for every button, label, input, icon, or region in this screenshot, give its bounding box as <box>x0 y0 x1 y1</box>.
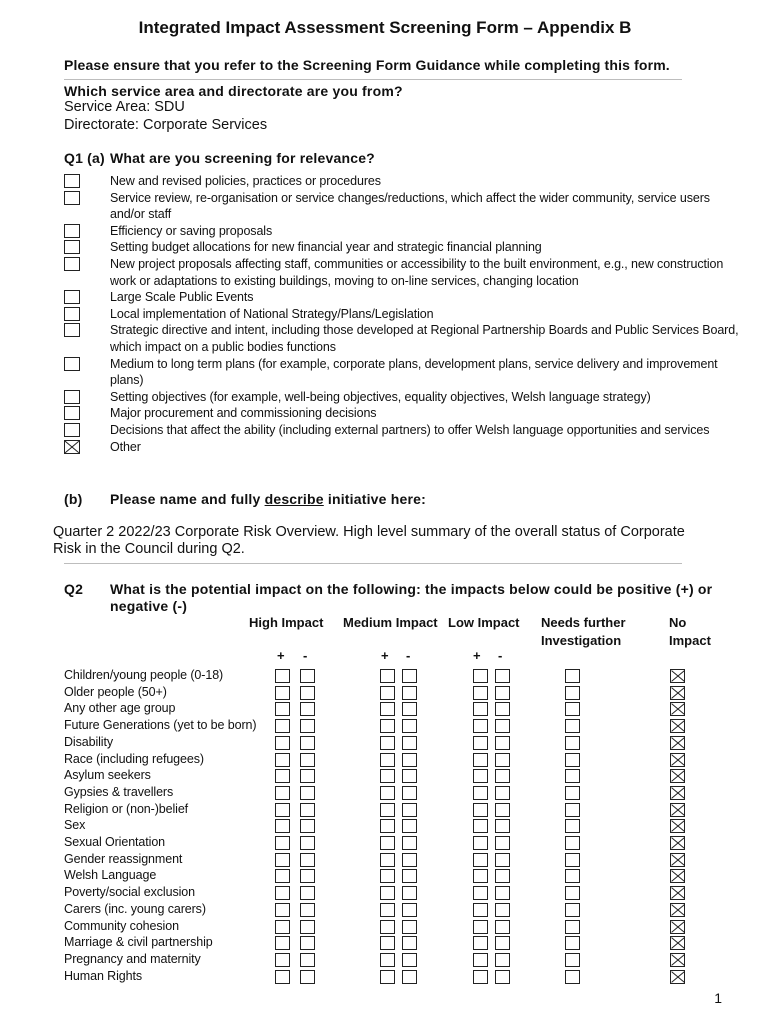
impact-checkbox-hp[interactable] <box>275 853 290 867</box>
col-low-impact: Low Impact <box>448 615 520 630</box>
impact-checkbox-lp[interactable] <box>473 686 488 700</box>
impact-checkbox-hm[interactable] <box>300 970 315 984</box>
q1a-option <box>64 322 744 355</box>
impact-checkbox-lp[interactable] <box>473 803 488 817</box>
q1a-option-label: Setting budget allocations for new financial year and strategic financial planning <box>110 240 542 255</box>
impact-group-label: Sex <box>64 818 86 833</box>
impact-checkbox-mp[interactable] <box>380 836 395 850</box>
impact-checkbox-lp[interactable] <box>473 719 488 733</box>
directorate-value: Directorate: Corporate Services <box>64 117 268 133</box>
q2-number: Q2 <box>64 581 84 597</box>
impact-checkbox-lm[interactable] <box>495 970 510 984</box>
impact-checkbox-mp[interactable] <box>380 953 395 967</box>
impact-checkbox-mm[interactable] <box>402 869 417 883</box>
impact-checkbox-hp[interactable] <box>275 970 290 984</box>
impact-checkbox-hm[interactable] <box>300 920 315 934</box>
impact-checkbox-nf[interactable] <box>565 736 580 750</box>
impact-checkbox-mm[interactable] <box>402 836 417 850</box>
q1a-option <box>64 239 744 256</box>
impact-checkbox-mp[interactable] <box>380 853 395 867</box>
impact-checkbox-ni-checked[interactable] <box>670 786 685 800</box>
checkbox-checked[interactable] <box>64 440 80 454</box>
impact-checkbox-ni-checked[interactable] <box>670 886 685 900</box>
service-area-value: Service Area: SDU <box>64 99 185 115</box>
impact-checkbox-hm[interactable] <box>300 736 315 750</box>
impact-checkbox-hp[interactable] <box>275 803 290 817</box>
impact-checkbox-nf[interactable] <box>565 786 580 800</box>
q1b-question-post: initiative here: <box>323 491 426 507</box>
impact-group-label: Sexual Orientation <box>64 835 166 849</box>
impact-checkbox-hp[interactable] <box>275 686 290 700</box>
impact-checkbox-lm[interactable] <box>495 920 510 934</box>
impact-checkbox-mm[interactable] <box>402 819 417 833</box>
q1b-number: (b) <box>64 491 83 507</box>
impact-checkbox-mp[interactable] <box>380 702 395 716</box>
impact-checkbox-hp[interactable] <box>275 669 290 683</box>
checkbox[interactable] <box>64 406 80 420</box>
impact-group-label: Welsh Language <box>64 868 157 883</box>
impact-checkbox-lm[interactable] <box>495 836 510 850</box>
impact-checkbox-lp[interactable] <box>473 886 488 900</box>
impact-group-label: Community cohesion <box>64 918 179 933</box>
impact-checkbox-nf[interactable] <box>565 920 580 934</box>
impact-checkbox-nf[interactable] <box>565 753 580 767</box>
impact-checkbox-ni-checked[interactable] <box>670 819 685 833</box>
impact-checkbox-hp[interactable] <box>275 702 290 716</box>
impact-checkbox-ni-checked[interactable] <box>670 903 685 917</box>
q1a-option-label: New and revised policies, practices or procedures <box>110 174 381 188</box>
q1a-number: Q1 (a) <box>64 150 105 166</box>
impact-checkbox-mm[interactable] <box>402 702 417 716</box>
checkbox[interactable] <box>64 423 80 437</box>
impact-checkbox-mm[interactable] <box>402 803 417 817</box>
impact-group-label: Older people (50+) <box>64 684 167 699</box>
impact-checkbox-ni-checked[interactable] <box>670 736 685 750</box>
impact-checkbox-lm[interactable] <box>495 819 510 833</box>
impact-checkbox-lm[interactable] <box>495 686 510 700</box>
impact-checkbox-mp[interactable] <box>380 970 395 984</box>
q2-question: What is the potential impact on the following: the impacts below could be positive (+) or negative (-) <box>110 581 713 614</box>
impact-checkbox-mm[interactable] <box>402 953 417 967</box>
impact-checkbox-hm[interactable] <box>300 786 315 800</box>
impact-checkbox-mp[interactable] <box>380 869 395 883</box>
service-question: Which service area and directorate are you from? <box>64 83 403 99</box>
impact-checkbox-hm[interactable] <box>300 869 315 883</box>
col-high-impact: High Impact <box>249 615 324 630</box>
impact-checkbox-mm[interactable] <box>402 936 417 950</box>
impact-checkbox-hm[interactable] <box>300 702 315 716</box>
q1b-question-underlined: describe <box>264 491 324 507</box>
impact-checkbox-lm[interactable] <box>495 669 510 683</box>
q1a-option <box>64 289 744 306</box>
impact-checkbox-ni-checked[interactable] <box>670 853 685 867</box>
low-minus: - <box>498 648 503 663</box>
impact-checkbox-lp[interactable] <box>473 953 488 967</box>
impact-checkbox-nf[interactable] <box>565 769 580 783</box>
impact-checkbox-mm[interactable] <box>402 786 417 800</box>
impact-checkbox-mm[interactable] <box>402 736 417 750</box>
impact-checkbox-hp[interactable] <box>275 836 290 850</box>
impact-checkbox-hp[interactable] <box>275 920 290 934</box>
impact-checkbox-lp[interactable] <box>473 936 488 950</box>
q1a-option <box>64 356 744 389</box>
impact-checkbox-mm[interactable] <box>402 920 417 934</box>
impact-checkbox-lp[interactable] <box>473 786 488 800</box>
impact-checkbox-hm[interactable] <box>300 803 315 817</box>
impact-checkbox-ni-checked[interactable] <box>670 836 685 850</box>
impact-checkbox-nf[interactable] <box>565 936 580 950</box>
impact-checkbox-nf[interactable] <box>565 953 580 967</box>
impact-checkbox-hp[interactable] <box>275 769 290 783</box>
impact-checkbox-ni-checked[interactable] <box>670 769 685 783</box>
impact-checkbox-hm[interactable] <box>300 669 315 683</box>
impact-group-label: Gender reassignment <box>64 851 183 866</box>
impact-checkbox-hm[interactable] <box>300 686 315 700</box>
impact-checkbox-hm[interactable] <box>300 769 315 783</box>
impact-checkbox-mp[interactable] <box>380 819 395 833</box>
impact-checkbox-nf[interactable] <box>565 686 580 700</box>
impact-checkbox-hm[interactable] <box>300 886 315 900</box>
high-plus: + <box>277 648 285 663</box>
impact-checkbox-mp[interactable] <box>380 886 395 900</box>
impact-checkbox-nf[interactable] <box>565 819 580 833</box>
impact-checkbox-hp[interactable] <box>275 903 290 917</box>
col-needs-line2: Investigation <box>541 633 622 648</box>
impact-checkbox-mp[interactable] <box>380 786 395 800</box>
impact-checkbox-ni-checked[interactable] <box>670 702 685 716</box>
impact-group-label: Asylum seekers <box>64 768 151 783</box>
q1a-option <box>64 306 744 323</box>
impact-checkbox-nf[interactable] <box>565 803 580 817</box>
impact-checkbox-lm[interactable] <box>495 702 510 716</box>
impact-group-label: Race (including refugees) <box>64 751 204 766</box>
divider <box>64 79 682 80</box>
impact-checkbox-lm[interactable] <box>495 803 510 817</box>
q1a-option <box>64 173 744 190</box>
q1a-option <box>64 405 744 422</box>
q1a-option <box>64 439 744 456</box>
impact-group-label: Disability <box>64 734 114 749</box>
impact-checkbox-lm[interactable] <box>495 786 510 800</box>
q1a-option <box>64 389 744 406</box>
impact-checkbox-ni-checked[interactable] <box>670 803 685 817</box>
impact-checkbox-lp[interactable] <box>473 836 488 850</box>
impact-checkbox-mp[interactable] <box>380 903 395 917</box>
medium-plus: + <box>381 648 389 663</box>
page-number: 1 <box>714 990 722 1006</box>
q1a-option-label: Local implementation of National Strategy/Plans/Legislation <box>110 306 434 321</box>
impact-checkbox-nf[interactable] <box>565 836 580 850</box>
divider <box>64 563 682 564</box>
checkbox[interactable] <box>64 323 80 337</box>
impact-checkbox-lm[interactable] <box>495 869 510 883</box>
impact-group-label: Poverty/social exclusion <box>64 885 195 900</box>
high-minus: - <box>303 648 308 663</box>
q1a-option-label: Large Scale Public Events <box>110 290 254 305</box>
checkbox[interactable] <box>64 224 80 238</box>
impact-checkbox-lm[interactable] <box>495 769 510 783</box>
checkbox[interactable] <box>64 290 80 304</box>
q1a-option <box>64 190 744 223</box>
impact-checkbox-mp[interactable] <box>380 736 395 750</box>
impact-checkbox-nf[interactable] <box>565 869 580 883</box>
impact-checkbox-mp[interactable] <box>380 920 395 934</box>
impact-group-label: Human Rights <box>64 968 142 983</box>
impact-checkbox-lm[interactable] <box>495 736 510 750</box>
q1a-options-list <box>64 173 744 455</box>
impact-checkbox-mm[interactable] <box>402 903 417 917</box>
impact-checkbox-lp[interactable] <box>473 920 488 934</box>
impact-checkbox-mm[interactable] <box>402 769 417 783</box>
q1a-option-label: Other <box>110 439 141 454</box>
impact-checkbox-hp[interactable] <box>275 786 290 800</box>
impact-checkbox-hp[interactable] <box>275 953 290 967</box>
checkbox[interactable] <box>64 191 80 205</box>
page-title: Integrated Impact Assessment Screening Form – Appendix B <box>138 18 632 37</box>
impact-checkbox-mp[interactable] <box>380 669 395 683</box>
impact-checkbox-hp[interactable] <box>275 936 290 950</box>
impact-checkbox-hm[interactable] <box>300 753 315 767</box>
impact-checkbox-ni-checked[interactable] <box>670 920 685 934</box>
impact-group-label: Pregnancy and maternity <box>64 951 201 966</box>
col-medium-impact: Medium Impact <box>343 615 438 630</box>
impact-checkbox-lm[interactable] <box>495 953 510 967</box>
q1a-option-label: New project proposals affecting staff, communities or accessibility to the built environment, e.g., new construction work or adaptations to existing buildings, moving to on-line services, changing location <box>110 256 724 288</box>
impact-checkbox-lm[interactable] <box>495 936 510 950</box>
impact-checkbox-mm[interactable] <box>402 970 417 984</box>
impact-checkbox-lp[interactable] <box>473 970 488 984</box>
col-no-line1: No <box>669 615 687 630</box>
impact-checkbox-ni-checked[interactable] <box>670 719 685 733</box>
impact-checkbox-ni-checked[interactable] <box>670 753 685 767</box>
impact-checkbox-hm[interactable] <box>300 819 315 833</box>
impact-checkbox-mp[interactable] <box>380 936 395 950</box>
checkbox[interactable] <box>64 240 80 254</box>
impact-group-label: Marriage & civil partnership <box>64 935 213 950</box>
impact-checkbox-hp[interactable] <box>275 753 290 767</box>
impact-checkbox-mm[interactable] <box>402 853 417 867</box>
impact-checkbox-nf[interactable] <box>565 853 580 867</box>
q1b-answer[interactable]: Quarter 2 2022/23 Corporate Risk Overview. High level summary of the overall status of Corporate Risk in the Council during Q2. <box>53 524 685 557</box>
impact-group-label: Gypsies & travellers <box>64 784 174 799</box>
col-needs-line1: Needs further <box>541 615 626 630</box>
impact-checkbox-lp[interactable] <box>473 769 488 783</box>
q1a-option-label: Setting objectives (for example, well-being objectives, equality objectives, Welsh language strategy) <box>110 389 651 404</box>
impact-checkbox-lp[interactable] <box>473 903 488 917</box>
q1a-option-label: Major procurement and commissioning decisions <box>110 406 377 421</box>
q1a-option <box>64 256 744 289</box>
impact-checkbox-mp[interactable] <box>380 769 395 783</box>
q1a-option <box>64 422 744 439</box>
q1a-option-label: Efficiency or saving proposals <box>110 223 273 238</box>
impact-checkbox-hp[interactable] <box>275 719 290 733</box>
checkbox[interactable] <box>64 307 80 321</box>
impact-checkbox-hm[interactable] <box>300 836 315 850</box>
impact-checkbox-hp[interactable] <box>275 819 290 833</box>
impact-checkbox-lp[interactable] <box>473 869 488 883</box>
col-no-line2: Impact <box>669 633 711 648</box>
impact-checkbox-lm[interactable] <box>495 753 510 767</box>
q1a-option-label: Strategic directive and intent, including those developed at Regional Partnership Boards and Public Services Board, which impact on a public bodies functions <box>110 323 739 354</box>
impact-checkbox-mp[interactable] <box>380 686 395 700</box>
impact-checkbox-mp[interactable] <box>380 753 395 767</box>
checkbox[interactable] <box>64 174 80 188</box>
impact-checkbox-ni-checked[interactable] <box>670 936 685 950</box>
impact-group-label: Any other age group <box>64 701 176 716</box>
impact-checkbox-nf[interactable] <box>565 970 580 984</box>
impact-checkbox-ni-checked[interactable] <box>670 869 685 883</box>
q1a-option-label: Decisions that affect the ability (including external partners) to offer Welsh language opportunities and services <box>110 422 710 437</box>
impact-checkbox-mm[interactable] <box>402 886 417 900</box>
col-no-impact <box>669 614 711 650</box>
impact-group-label: Future Generations (yet to be born) <box>64 718 257 733</box>
impact-checkbox-nf[interactable] <box>565 702 580 716</box>
impact-checkbox-hm[interactable] <box>300 936 315 950</box>
impact-checkbox-mm[interactable] <box>402 753 417 767</box>
impact-checkbox-lp[interactable] <box>473 702 488 716</box>
impact-checkbox-hm[interactable] <box>300 903 315 917</box>
impact-checkbox-hp[interactable] <box>275 736 290 750</box>
impact-checkbox-hm[interactable] <box>300 853 315 867</box>
low-plus: + <box>473 648 481 663</box>
q1b-question <box>110 491 426 507</box>
impact-checkbox-lp[interactable] <box>473 669 488 683</box>
impact-checkbox-nf[interactable] <box>565 669 580 683</box>
impact-group-label: Children/young people (0-18) <box>64 668 224 682</box>
checkbox[interactable] <box>64 257 80 271</box>
medium-minus: - <box>406 648 411 663</box>
col-needs-investigation <box>541 614 626 650</box>
checkbox[interactable] <box>64 357 80 371</box>
impact-checkbox-ni-checked[interactable] <box>670 953 685 967</box>
guidance-note: Please ensure that you refer to the Screening Form Guidance while completing this form. <box>64 57 670 73</box>
impact-checkbox-lm[interactable] <box>495 903 510 917</box>
impact-checkbox-lp[interactable] <box>473 736 488 750</box>
impact-checkbox-lm[interactable] <box>495 719 510 733</box>
checkbox[interactable] <box>64 390 80 404</box>
q1a-question: What are you screening for relevance? <box>110 150 375 166</box>
impact-checkbox-lp[interactable] <box>473 853 488 867</box>
impact-checkbox-nf[interactable] <box>565 886 580 900</box>
impact-group-label: Religion or (non-)belief <box>64 801 189 816</box>
impact-checkbox-hp[interactable] <box>275 886 290 900</box>
impact-checkbox-mm[interactable] <box>402 669 417 683</box>
impact-checkbox-mp[interactable] <box>380 719 395 733</box>
impact-checkbox-nf[interactable] <box>565 903 580 917</box>
impact-checkbox-hm[interactable] <box>300 953 315 967</box>
impact-checkbox-ni-checked[interactable] <box>670 669 685 683</box>
q1a-option <box>64 223 744 240</box>
impact-checkbox-nf[interactable] <box>565 719 580 733</box>
q1a-option-label: Medium to long term plans (for example, corporate plans, development plans, service delivery and improvement plans) <box>110 356 718 388</box>
q1b-question-pre: Please name and fully <box>110 491 265 507</box>
impact-checkbox-hp[interactable] <box>275 869 290 883</box>
impact-checkbox-lp[interactable] <box>473 753 488 767</box>
impact-checkbox-mm[interactable] <box>402 719 417 733</box>
impact-group-label: Carers (inc. young carers) <box>64 901 206 916</box>
q1a-option-label: Service review, re-organisation or service changes/reductions, which affect the wider community, service users and/or staff <box>110 190 710 222</box>
impact-checkbox-lm[interactable] <box>495 886 510 900</box>
impact-checkbox-lm[interactable] <box>495 853 510 867</box>
impact-checkbox-hm[interactable] <box>300 719 315 733</box>
impact-checkbox-ni-checked[interactable] <box>670 970 685 984</box>
impact-checkbox-lp[interactable] <box>473 819 488 833</box>
impact-checkbox-mp[interactable] <box>380 803 395 817</box>
impact-checkbox-mm[interactable] <box>402 686 417 700</box>
impact-checkbox-ni-checked[interactable] <box>670 686 685 700</box>
